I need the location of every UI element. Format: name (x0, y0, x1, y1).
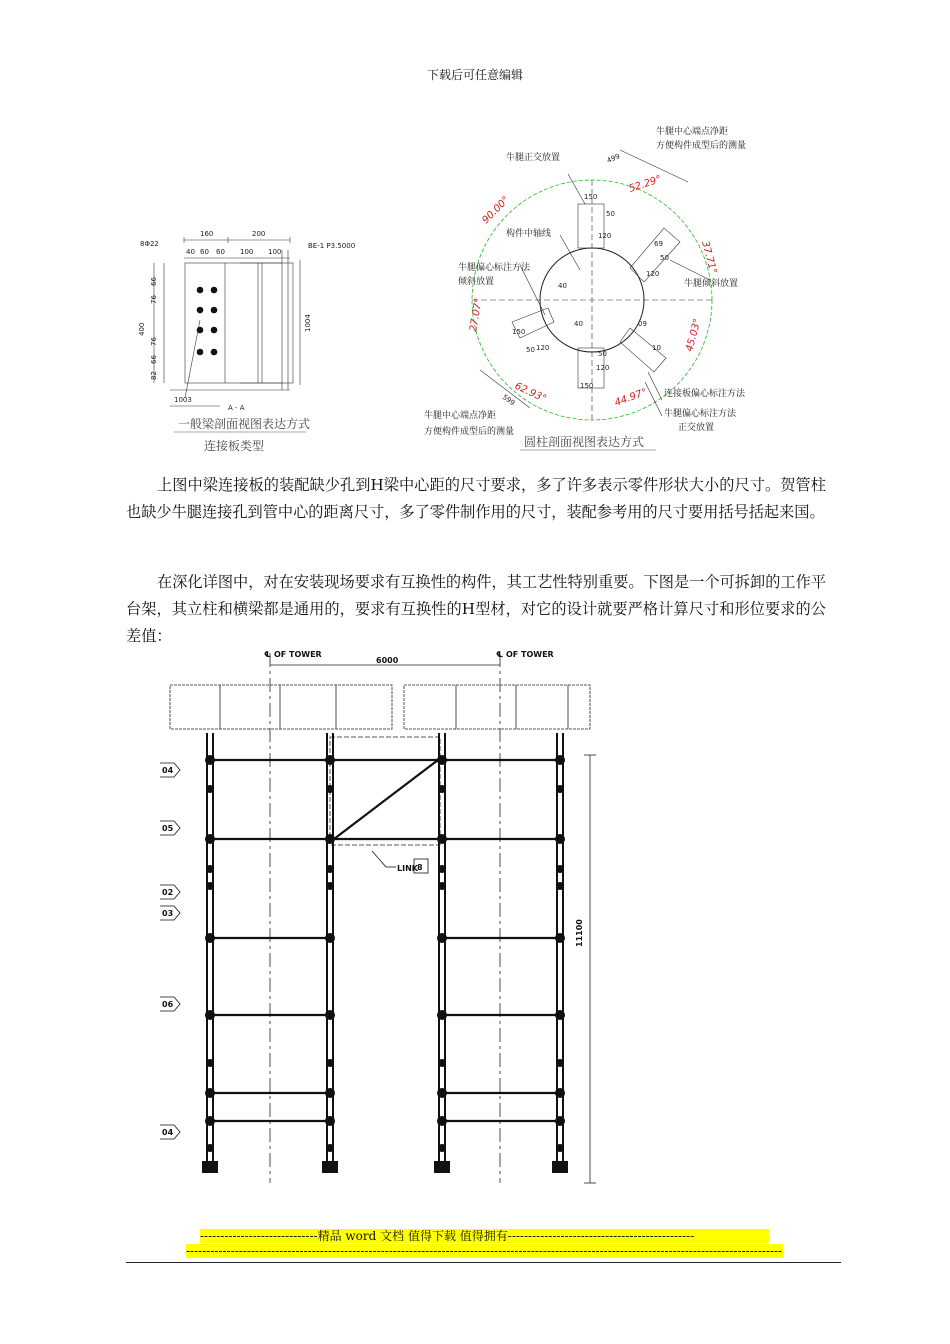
dim-120-top: 120 (598, 232, 612, 240)
angle-45: 45.03° (684, 317, 704, 353)
dim-left-6: 82 (150, 371, 158, 380)
tower-posts (207, 733, 563, 1163)
tower-feet (202, 1161, 568, 1173)
tower-ledgers (210, 760, 560, 1121)
dim-left-5: 66 (150, 355, 158, 364)
dim-50-right: 50 (660, 254, 669, 262)
dim-sub-1: 40 (186, 248, 195, 256)
level-tag-2: 05 (162, 824, 174, 833)
dim-right: 1004 (304, 314, 312, 332)
dim-top-2: 200 (252, 230, 266, 238)
note-top-right-2: 方便构件成型后的测量 (656, 141, 747, 151)
section-label: A - A (228, 404, 245, 412)
cl-label-right: ℄ OF TOWER (496, 650, 554, 659)
dim-120-left: 120 (536, 344, 550, 352)
note-top-right-1: 牛腿中心端点净距 (656, 127, 729, 137)
level-tag-6: 04 (162, 1128, 174, 1137)
tower-elevation-figure (160, 643, 620, 1191)
mark-label: BE-1 P3.5000 (308, 242, 356, 250)
note-bottom-left-2: 方便构件成型后的测量 (424, 427, 515, 437)
note-plate-ecc: 连接板偏心标注方法 (664, 389, 746, 399)
angle-44: 44.97° (613, 386, 649, 409)
dim-69: 69 (654, 240, 663, 248)
beam-caption: 一般梁剖面视图表达方式 (178, 417, 311, 431)
dim-150-bottom: 150 (580, 382, 594, 390)
dim-50-bottom: 50 (598, 350, 607, 358)
dim-40-a: 40 (558, 282, 567, 290)
note-bracket-ecc: 牛腿偏心标注方法 (664, 409, 737, 419)
dim-sub-3: 60 (216, 248, 225, 256)
dim-150-left: 150 (512, 328, 526, 336)
note-oblique: 牛腿倾斜放置 (684, 279, 739, 289)
paragraph-2: 在深化详图中，对在安装现场要求有互换性的构件，其工艺性特别重要。下图是一个可拆卸的工作平台架，其立柱和横梁都是通用的，要求有互换性的H型材，对它的设计就要严格计算尺寸和形位要求的公差值： (126, 573, 826, 645)
dim-50-left: 50 (526, 346, 535, 354)
dim-10: 10 (652, 344, 661, 352)
footer-banner-2: --------------------------------------------------------------------------------------------------------------------------------------------------- (186, 1244, 783, 1258)
dim-left-1: 66 (150, 277, 158, 286)
column-caption: 圆柱剖面视图表达方式 (524, 435, 645, 449)
dim-599: 599 (500, 393, 517, 408)
dim-sub-4: 100 (240, 248, 254, 256)
angle-27: 27.07° (468, 297, 485, 333)
page-header: 下载后可任意编辑 (426, 68, 523, 82)
footer-rule (126, 1262, 841, 1263)
column-section-figure (420, 120, 770, 455)
link-label: LINK (397, 864, 418, 873)
level-tag-3: 02 (162, 888, 174, 897)
link-number: 8 (417, 863, 423, 872)
dim-120-right: 120 (646, 270, 660, 278)
span-dim: 6000 (376, 656, 399, 665)
note-top-left: 牛腿正交放置 (506, 153, 561, 163)
cl-label-left: ℄ OF TOWER (264, 650, 322, 659)
dim-left-2: 76 (150, 295, 158, 304)
footer-banner-1: -----------------------------精品 word 文档 值得下载 值得拥有---------------------------------------------- (200, 1229, 769, 1243)
dim-50-top: 50 (606, 210, 615, 218)
dim-sub-2: 60 (200, 248, 209, 256)
dim-top-1: 160 (200, 230, 214, 238)
dim-bottom: 1003 (174, 396, 192, 404)
note-axis: 构件中轴线 (506, 229, 552, 239)
dim-150-top: 150 (584, 193, 598, 201)
dim-sub-5: 100 (268, 248, 282, 256)
dim-09: 09 (638, 320, 647, 328)
note-bottom-left-1: 牛腿中心端点净距 (424, 411, 497, 421)
plate-caption: 连接板类型 (204, 439, 265, 453)
level-tag-5: 06 (162, 1000, 174, 1009)
angle-52: 52.29° (627, 173, 663, 195)
dim-120-bottom: 120 (596, 364, 610, 372)
note-ecc-1: 牛腿偏心标注方法 (458, 263, 531, 273)
dim-40-b: 40 (574, 320, 583, 328)
angle-90: 90.00° (480, 194, 512, 227)
level-tag-4: 03 (162, 909, 174, 918)
paragraph-1: 上图中梁连接板的装配缺少孔到H梁中心距的尺寸要求，多了许多表示零件形状大小的尺寸。贺管柱也缺少牛腿连接孔到管中心的距离尺寸，多了零件制作用的尺寸，装配参考用的尺寸要用括号括起来国。 (126, 476, 826, 521)
note-ecc-2: 倾斜放置 (458, 277, 495, 287)
note-ortho: 正交放置 (678, 423, 715, 433)
angle-37: 37.71° (699, 239, 719, 276)
dim-499: 499 (605, 152, 622, 165)
level-tag-1: 04 (162, 766, 174, 775)
height-dim: 11100 (575, 919, 584, 947)
dim-left-3: 400 (138, 322, 146, 336)
angle-62: 62.93° (512, 380, 548, 405)
dim-left-4: 76 (150, 337, 158, 346)
bolt-label: 8Φ22 (140, 240, 159, 248)
beam-section-figure (130, 220, 356, 460)
